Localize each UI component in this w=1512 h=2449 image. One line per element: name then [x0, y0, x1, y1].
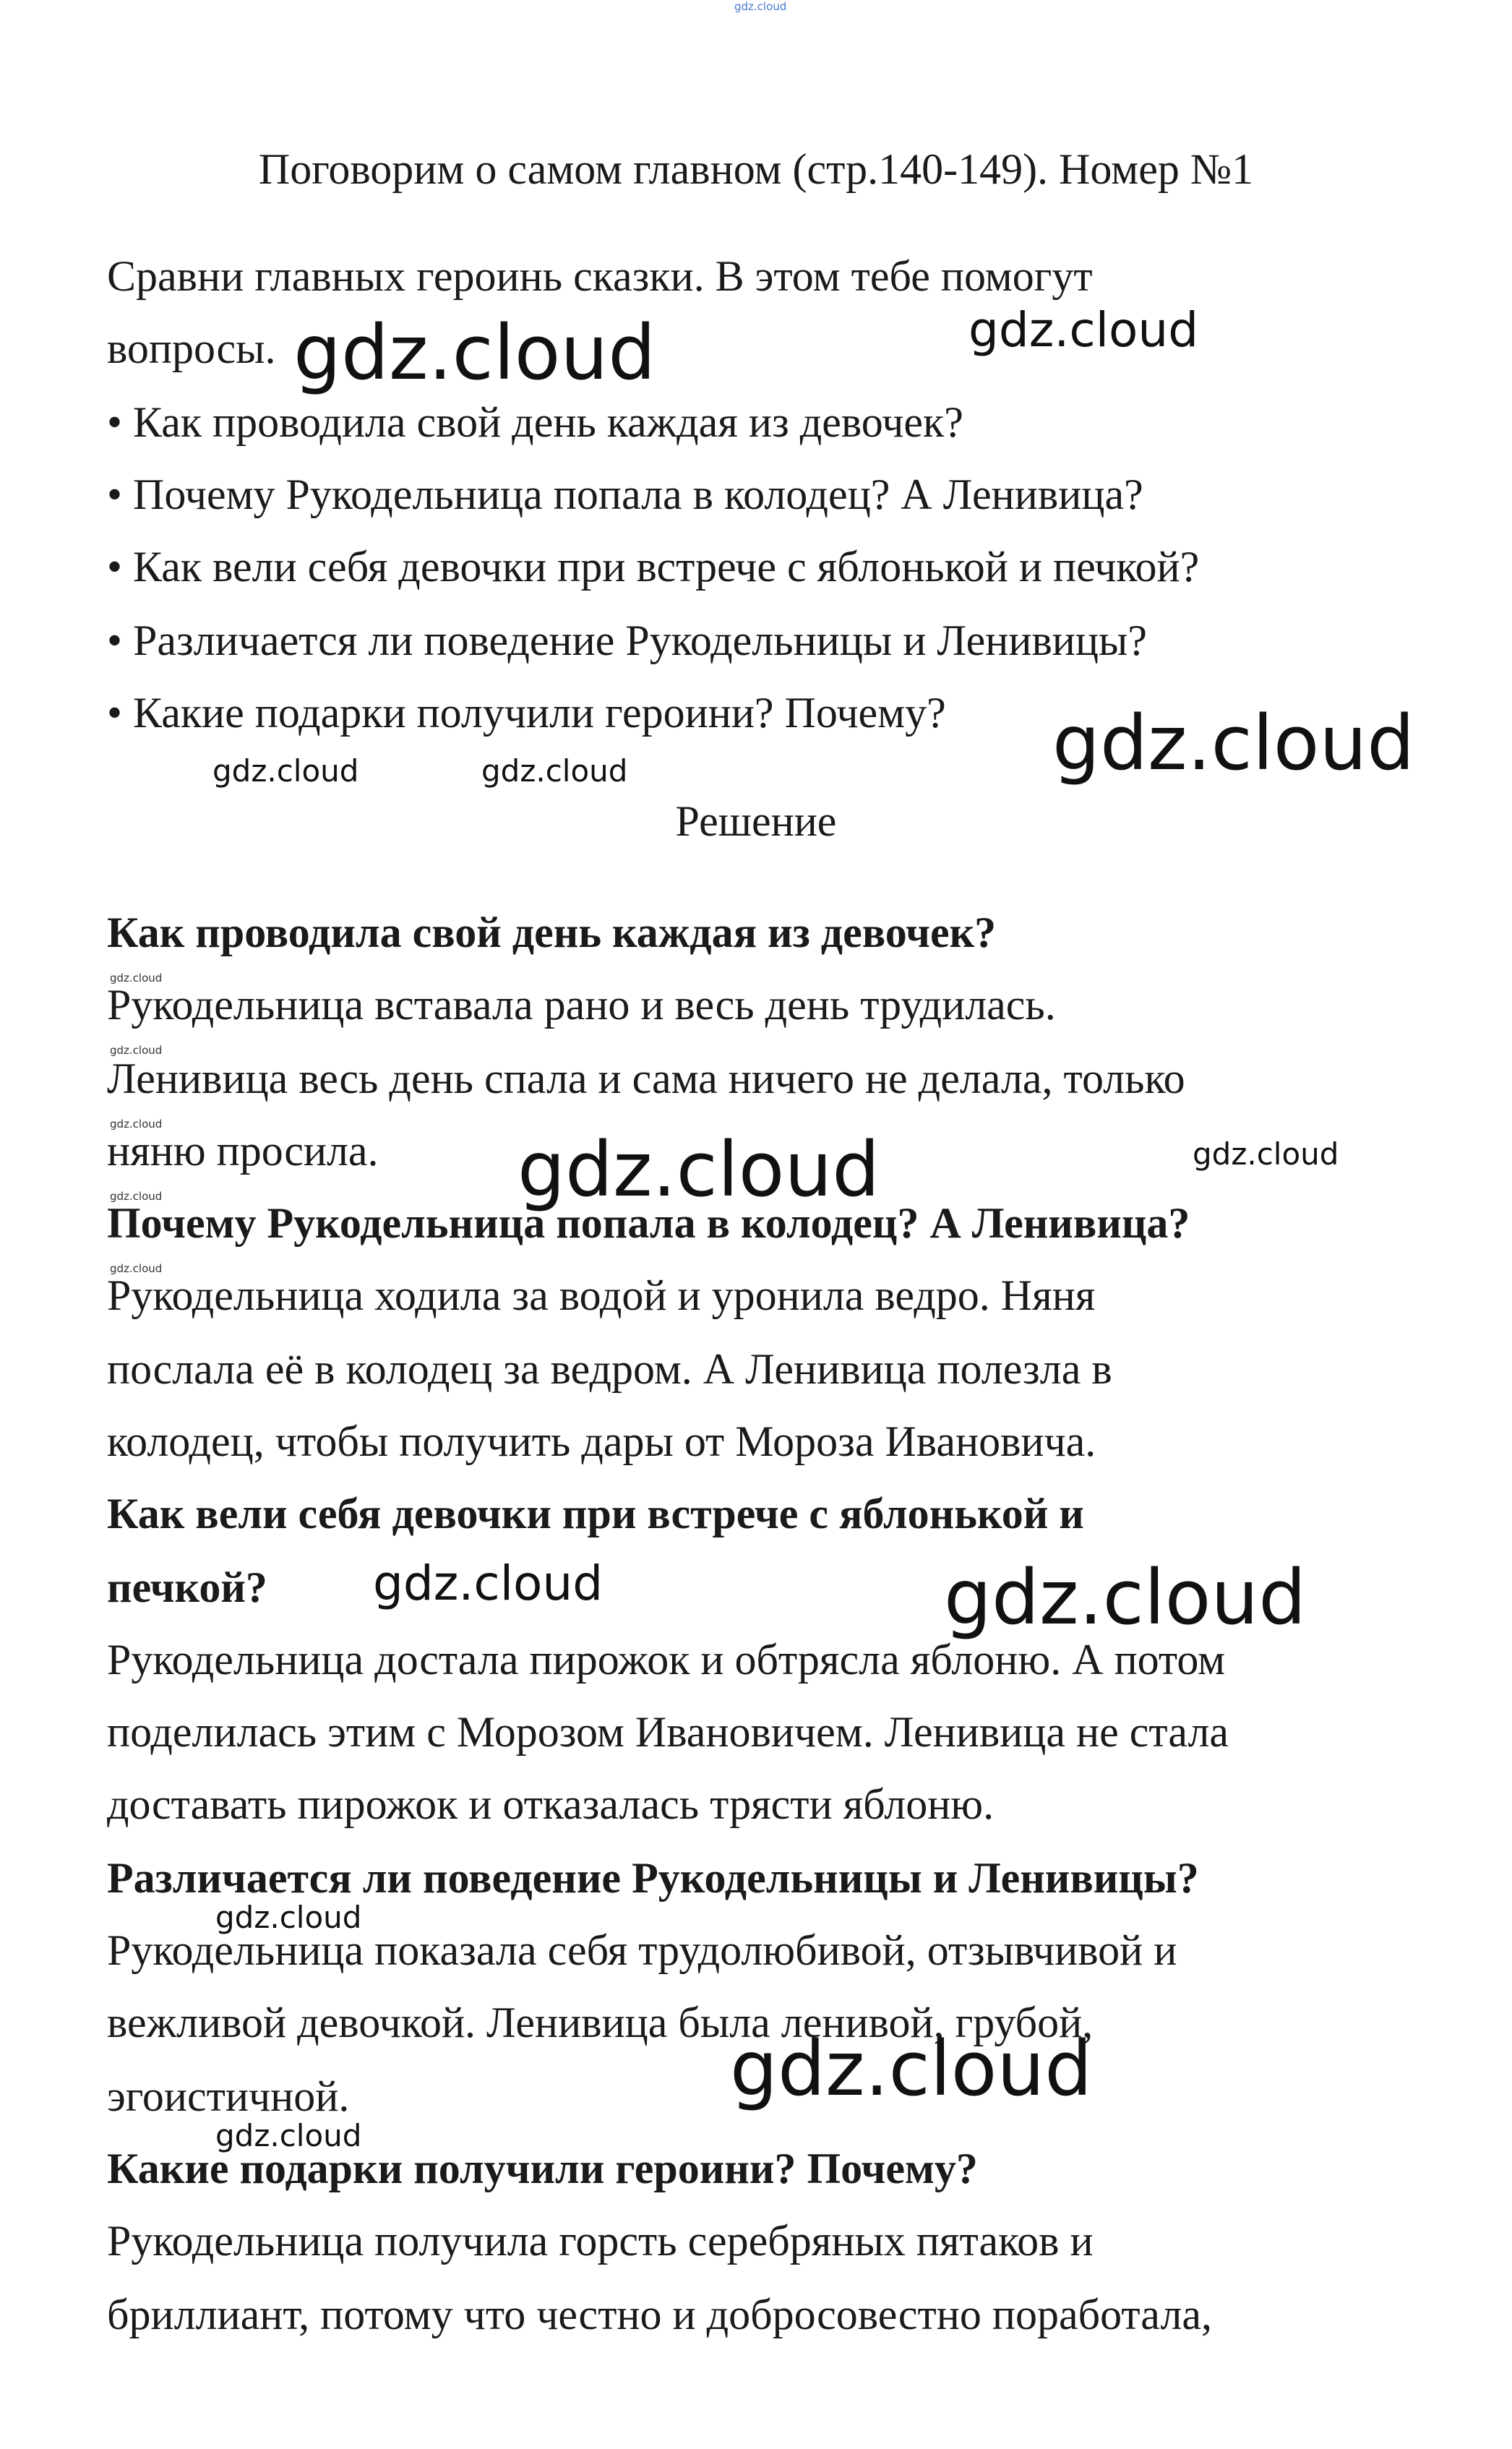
solution-heading: Решение — [675, 797, 837, 845]
task-intro-continued: вопросы. — [107, 325, 276, 372]
question-heading: Как вели себя девочки при встрече с яблонькой и — [107, 1490, 1084, 1537]
watermark: gdz.cloud — [215, 1900, 362, 1935]
page-title: Поговорим о самом главном (стр.140-149). Номер №1 — [258, 145, 1254, 193]
task-bullet: • Какие подарки получили героини? Почему? — [107, 689, 946, 737]
question-heading: Почему Рукодельница попала в колодец? А Ленивица? — [107, 1199, 1190, 1247]
task-bullet: • Как вели себя девочки при встрече с яблонькой и печкой? — [107, 543, 1200, 591]
answer-line: Рукодельница вставала рано и весь день трудилась. — [107, 981, 1056, 1029]
answer-line: Рукодельница показала себя трудолюбивой, отзывчивой и — [107, 1926, 1177, 1974]
watermark: gdz.cloud — [517, 1125, 880, 1214]
answer-line: эгоистичной. — [107, 2072, 350, 2120]
watermark: gdz.cloud — [968, 302, 1199, 358]
task-bullet: • Почему Рукодельница попала в колодец? А Ленивица? — [107, 471, 1143, 518]
answer-line: Ленивица весь день спала и сама ничего не делала, только — [107, 1055, 1185, 1102]
watermark: gdz.cloud — [944, 1553, 1307, 1642]
answer-line: бриллиант, потому что честно и добросовестно поработала, — [107, 2291, 1213, 2338]
watermark: gdz.cloud — [293, 309, 656, 397]
watermark: gdz.cloud — [110, 1262, 163, 1275]
watermark: gdz.cloud — [1193, 1136, 1339, 1172]
watermark: gdz.cloud — [212, 753, 359, 789]
watermark: gdz.cloud — [110, 1044, 163, 1057]
watermark: gdz.cloud — [215, 2118, 362, 2153]
task-bullet: • Различается ли поведение Рукодельницы и Ленивицы? — [107, 617, 1147, 664]
watermark: gdz.cloud — [110, 1118, 163, 1131]
answer-line: колодец, чтобы получить дары от Мороза Ивановича. — [107, 1417, 1096, 1465]
question-heading: Как проводила свой день каждая из девочек? — [107, 909, 997, 956]
watermark: gdz.cloud — [481, 753, 628, 789]
answer-line: Рукодельница достала пирожок и обтрясла яблоню. А потом — [107, 1636, 1226, 1684]
answer-line: Рукодельница ходила за водой и уронила ведро. Няня — [107, 1271, 1096, 1319]
watermark: gdz.cloud — [373, 1556, 603, 1611]
watermark: gdz.cloud — [110, 1190, 163, 1203]
watermark: gdz.cloud — [730, 2025, 1093, 2113]
question-heading: Какие подарки получили героини? Почему? — [107, 2145, 978, 2192]
answer-line: няню просила. — [107, 1127, 379, 1175]
watermark: gdz.cloud — [734, 0, 787, 13]
watermark: gdz.cloud — [1052, 699, 1415, 787]
task-bullet: • Как проводила свой день каждая из девочек? — [107, 398, 963, 446]
answer-line: Рукодельница получила горсть серебряных пятаков и — [107, 2217, 1094, 2265]
watermark: gdz.cloud — [110, 972, 163, 985]
answer-line: доставать пирожок и отказалась трясти яблоню. — [107, 1780, 995, 1828]
question-heading: печкой? — [107, 1564, 267, 1611]
task-intro: Сравни главных героинь сказки. В этом тебе помогут — [107, 252, 1093, 300]
question-heading: Различается ли поведение Рукодельницы и Ленивицы? — [107, 1854, 1199, 1902]
answer-line: послала её в колодец за ведром. А Ленивица полезла в — [107, 1345, 1112, 1393]
answer-line: вежливой девочкой. Ленивица была ленивой, грубой, — [107, 1999, 1094, 2046]
answer-line: поделилась этим с Морозом Ивановичем. Ленивица не стала — [107, 1708, 1229, 1756]
